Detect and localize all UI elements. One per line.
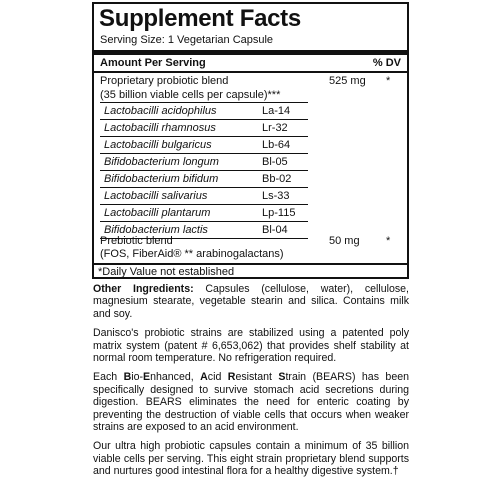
ultra-paragraph: Our ultra high probiotic capsules contain a minimum of 35 billion viable cells per serving. This eight strain proprietary blend supports and nurtures good intestinal flora for a healthy digestive system.†: [93, 440, 409, 478]
bears-initial: A: [200, 371, 208, 384]
strain-code: Bl-05: [262, 156, 288, 168]
strain-table: [100, 102, 308, 239]
other-ingredients-label: Other Ingredients:: [93, 283, 194, 295]
probiotic-blend-dv: *: [386, 75, 391, 87]
bears-initial: B: [123, 371, 132, 384]
panel-title: Supplement Facts: [99, 5, 301, 32]
strain-code: Lr-32: [262, 122, 288, 134]
bears-text: train (BEARS) has been specifically designed to survive stomach acid secretions during digestion. BEARS eliminates the need for enteric coating by preventing the destruction of viable cells that occurs when weaker strains are exposed to an acid environment.: [93, 371, 409, 434]
table-row: [100, 187, 308, 204]
serving-size: Serving Size: 1 Vegetarian Capsule: [100, 34, 274, 46]
strain-code: Lb-64: [262, 139, 291, 151]
medium-divider: [94, 71, 407, 73]
bears-text: io-: [131, 371, 144, 384]
probiotic-blend-row: [100, 74, 391, 101]
prebiotic-blend-note: (FOS, FiberAid® ** arabinogalactans): [100, 248, 284, 260]
strain-code: Ls-33: [262, 190, 290, 202]
strain-code: Bb-02: [262, 173, 292, 185]
strain-code: Bl-04: [262, 224, 288, 236]
daily-value-footnote: *Daily Value not established: [98, 266, 235, 278]
prebiotic-blend-row: [100, 234, 400, 260]
table-row: [100, 119, 308, 136]
prebiotic-blend-name: Prebiotic blend: [100, 235, 173, 247]
strain-name: Lactobacilli bulgaricus: [104, 139, 212, 151]
table-row: [100, 102, 308, 119]
label-description: [93, 283, 409, 485]
strain-name: Bifidobacterium lactis: [104, 224, 208, 236]
strain-name: Lactobacilli salivarius: [104, 190, 208, 202]
bottom-divider: [94, 263, 407, 265]
prebiotic-blend-amount: 50 mg: [329, 235, 360, 247]
strain-name: Lactobacilli acidophilus: [104, 105, 217, 117]
thick-divider: [94, 50, 407, 55]
strain-code: La-14: [262, 105, 291, 117]
bears-initial: R: [227, 371, 236, 384]
bears-text: cid: [207, 371, 228, 384]
bears-text: esistant: [235, 371, 279, 384]
probiotic-blend-note: (35 billion viable cells per capsule)***: [100, 89, 281, 101]
supplement-facts-panel: [92, 2, 409, 279]
bears-text: Each: [93, 371, 124, 384]
strain-name: Bifidobacterium longum: [104, 156, 219, 168]
bears-paragraph: [93, 371, 409, 433]
strain-name: Lactobacilli plantarum: [104, 207, 211, 219]
table-row: [100, 204, 308, 221]
table-row: [100, 136, 308, 153]
other-ingredients-text: Capsules (cellulose, water), cellulose, magnesium stearate, vegetable stearin and silica. Contains milk and soy.: [93, 283, 409, 320]
amount-per-serving-header: Amount Per Serving: [100, 57, 206, 69]
strain-code: Lp-115: [262, 207, 296, 219]
table-row: [100, 170, 308, 187]
strain-name: Lactobacilli rhamnosus: [104, 122, 216, 134]
table-row: [100, 153, 308, 170]
bears-initial: E: [143, 371, 151, 384]
probiotic-blend-name: Proprietary probiotic blend: [100, 75, 229, 87]
strain-name: Bifidobacterium bifidum: [104, 173, 219, 185]
column-header-row: [100, 56, 401, 70]
probiotic-blend-amount: 525 mg: [329, 75, 366, 87]
dv-header: % DV: [372, 57, 401, 69]
danisco-paragraph: Danisco's probiotic strains are stabilized using a patented poly matrix system (patent # 6,653,062) that provides shelf stability at normal room temperature. No refrigeration required.: [93, 327, 409, 365]
bears-initial: S: [278, 371, 286, 384]
prebiotic-blend-dv: *: [386, 235, 391, 247]
bears-text: nhanced,: [150, 371, 201, 384]
other-ingredients-paragraph: [93, 283, 409, 320]
